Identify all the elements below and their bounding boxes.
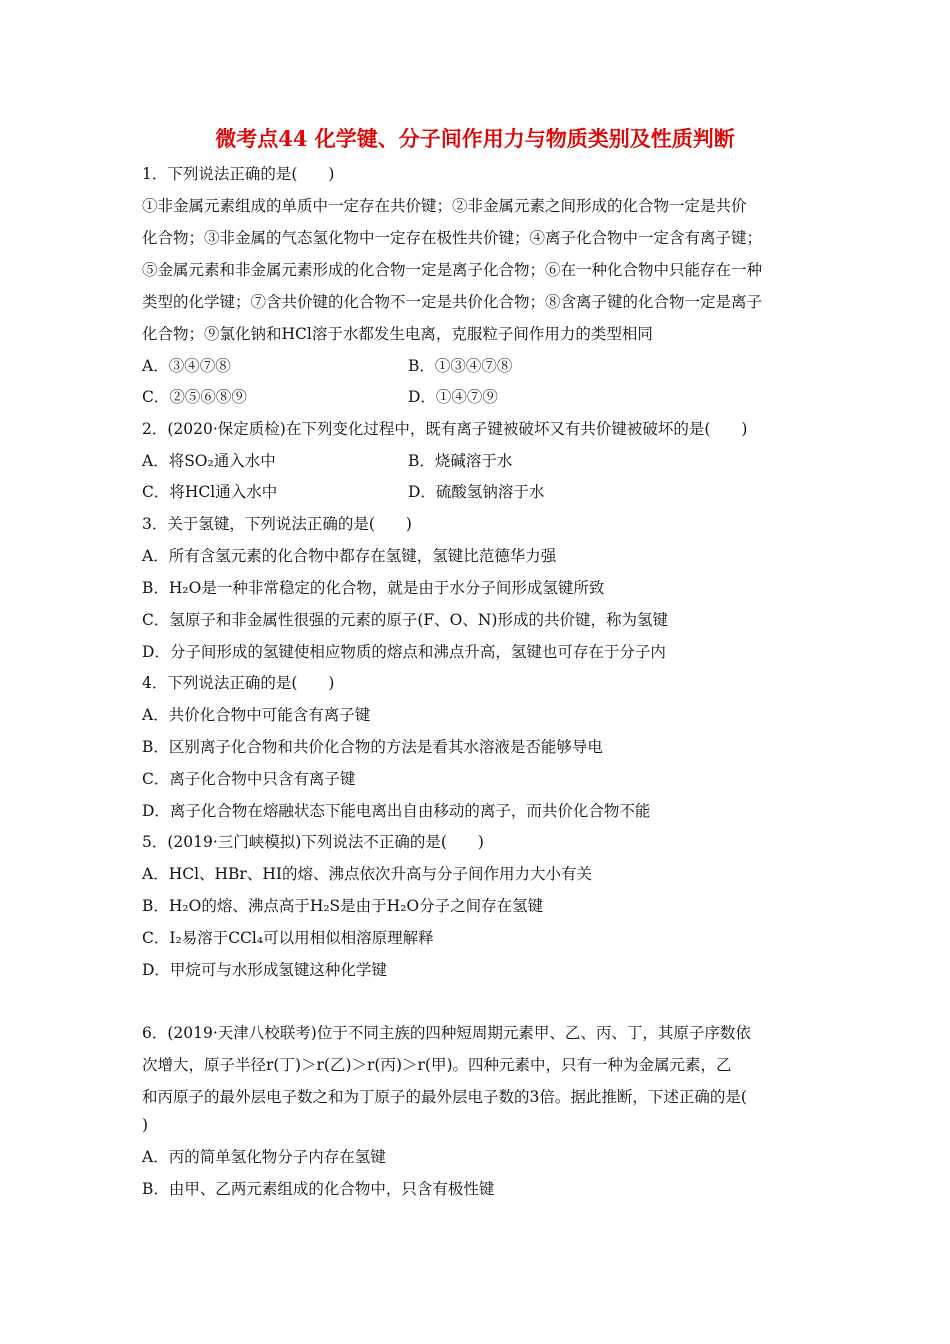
question-1-body-line: 化合物；⑨氯化钠和HCl溶于水都发生电离，克服粒子间作用力的类型相同: [142, 325, 653, 343]
question-3-option-d: D．分子间形成的氢键使相应物质的熔点和沸点升高，氢键也可存在于分子内: [142, 643, 666, 661]
question-4-option-a: A．共价化合物中可能含有离子键: [142, 706, 371, 724]
question-6-option-a: A．丙的简单氢化物分子内存在氢键: [142, 1148, 386, 1166]
question-1-stem: 1．下列说法正确的是( ): [142, 165, 335, 183]
question-6-stem-line: 6．(2019·天津八校联考)位于不同主族的四种短周期元素甲、乙、丙、丁，其原子序数依: [142, 1024, 751, 1042]
question-6-option-b: B．由甲、乙两元素组成的化合物中，只含有极性键: [142, 1180, 495, 1198]
page-title: 微考点44 化学键、分子间作用力与物质类别及性质判断: [215, 126, 735, 151]
question-2-option-d: D．硫酸氢钠溶于水: [408, 483, 545, 501]
question-5-option-d: D．甲烷可与水形成氢键这种化学键: [142, 961, 387, 979]
question-5-option-a: A．HCl、HBr、HI的熔、沸点依次升高与分子间作用力大小有关: [142, 865, 592, 883]
question-5-option-b: B．H₂O的熔、沸点高于H₂S是由于H₂O分子之间存在氢键: [142, 897, 544, 915]
question-2-stem: 2．(2020·保定质检)在下列变化过程中，既有离子键被破坏又有共价键被破坏的是( ): [142, 420, 748, 438]
question-6-stem-line: 和丙原子的最外层电子数之和为丁原子的最外层电子数的3倍。据此推断，下述正确的是(: [142, 1088, 747, 1106]
question-4-option-c: C．离子化合物中只含有离子键: [142, 770, 356, 788]
question-2-option-c: C．将HCl通入水中: [142, 483, 278, 501]
question-4-stem: 4．下列说法正确的是( ): [142, 674, 335, 692]
question-1-body-line: 化合物；③非金属的气态氢化物中一定存在极性共价键；④离子化合物中一定含有离子键；: [142, 229, 763, 247]
question-6-stem-line: ): [142, 1116, 149, 1134]
question-4-option-b: B．区别离子化合物和共价化合物的方法是看其水溶液是否能够导电: [142, 738, 603, 756]
question-1-option-b: B．①③④⑦⑧: [408, 357, 513, 375]
question-4-option-d: D．离子化合物在熔融状态下能电离出自由移动的离子，而共价化合物不能: [142, 802, 651, 820]
question-1-option-a: A．③④⑦⑧: [142, 357, 231, 375]
question-1-body-line: ①非金属元素组成的单质中一定存在共价键；②非金属元素之间形成的化合物一定是共价: [142, 197, 747, 215]
question-6-stem-line: 次增大，原子半径r(丁)＞r(乙)＞r(丙)＞r(甲)。四种元素中，只有一种为金属元素，乙: [142, 1056, 732, 1074]
question-1-option-d: D．①④⑦⑨: [408, 388, 498, 406]
question-5-option-c: C．I₂易溶于CCl₄可以用相似相溶原理解释: [142, 929, 434, 947]
question-3-option-b: B．H₂O是一种非常稳定的化合物，就是由于水分子间形成氢键所致: [142, 579, 605, 597]
question-2-option-a: A．将SO₂通入水中: [142, 452, 276, 470]
question-1-option-c: C．②⑤⑥⑧⑨: [142, 388, 247, 406]
question-3-option-a: A．所有含氢元素的化合物中都存在氢键，氢键比范德华力强: [142, 547, 557, 565]
question-1-body-line: 类型的化学键；⑦含共价键的化合物不一定是共价化合物；⑧含离子键的化合物一定是离子: [142, 293, 763, 311]
question-2-option-b: B．烧碱溶于水: [408, 452, 513, 470]
question-3-stem: 3．关于氢键，下列说法正确的是( ): [142, 515, 412, 533]
question-1-body-line: ⑤金属元素和非金属元素形成的化合物一定是离子化合物；⑥在一种化合物中只能存在一种: [142, 261, 763, 279]
question-5-stem: 5．(2019·三门峡模拟)下列说法不正确的是( ): [142, 833, 484, 851]
question-3-option-c: C．氢原子和非金属性很强的元素的原子(F、O、N)形成的共价键，称为氢键: [142, 611, 668, 629]
